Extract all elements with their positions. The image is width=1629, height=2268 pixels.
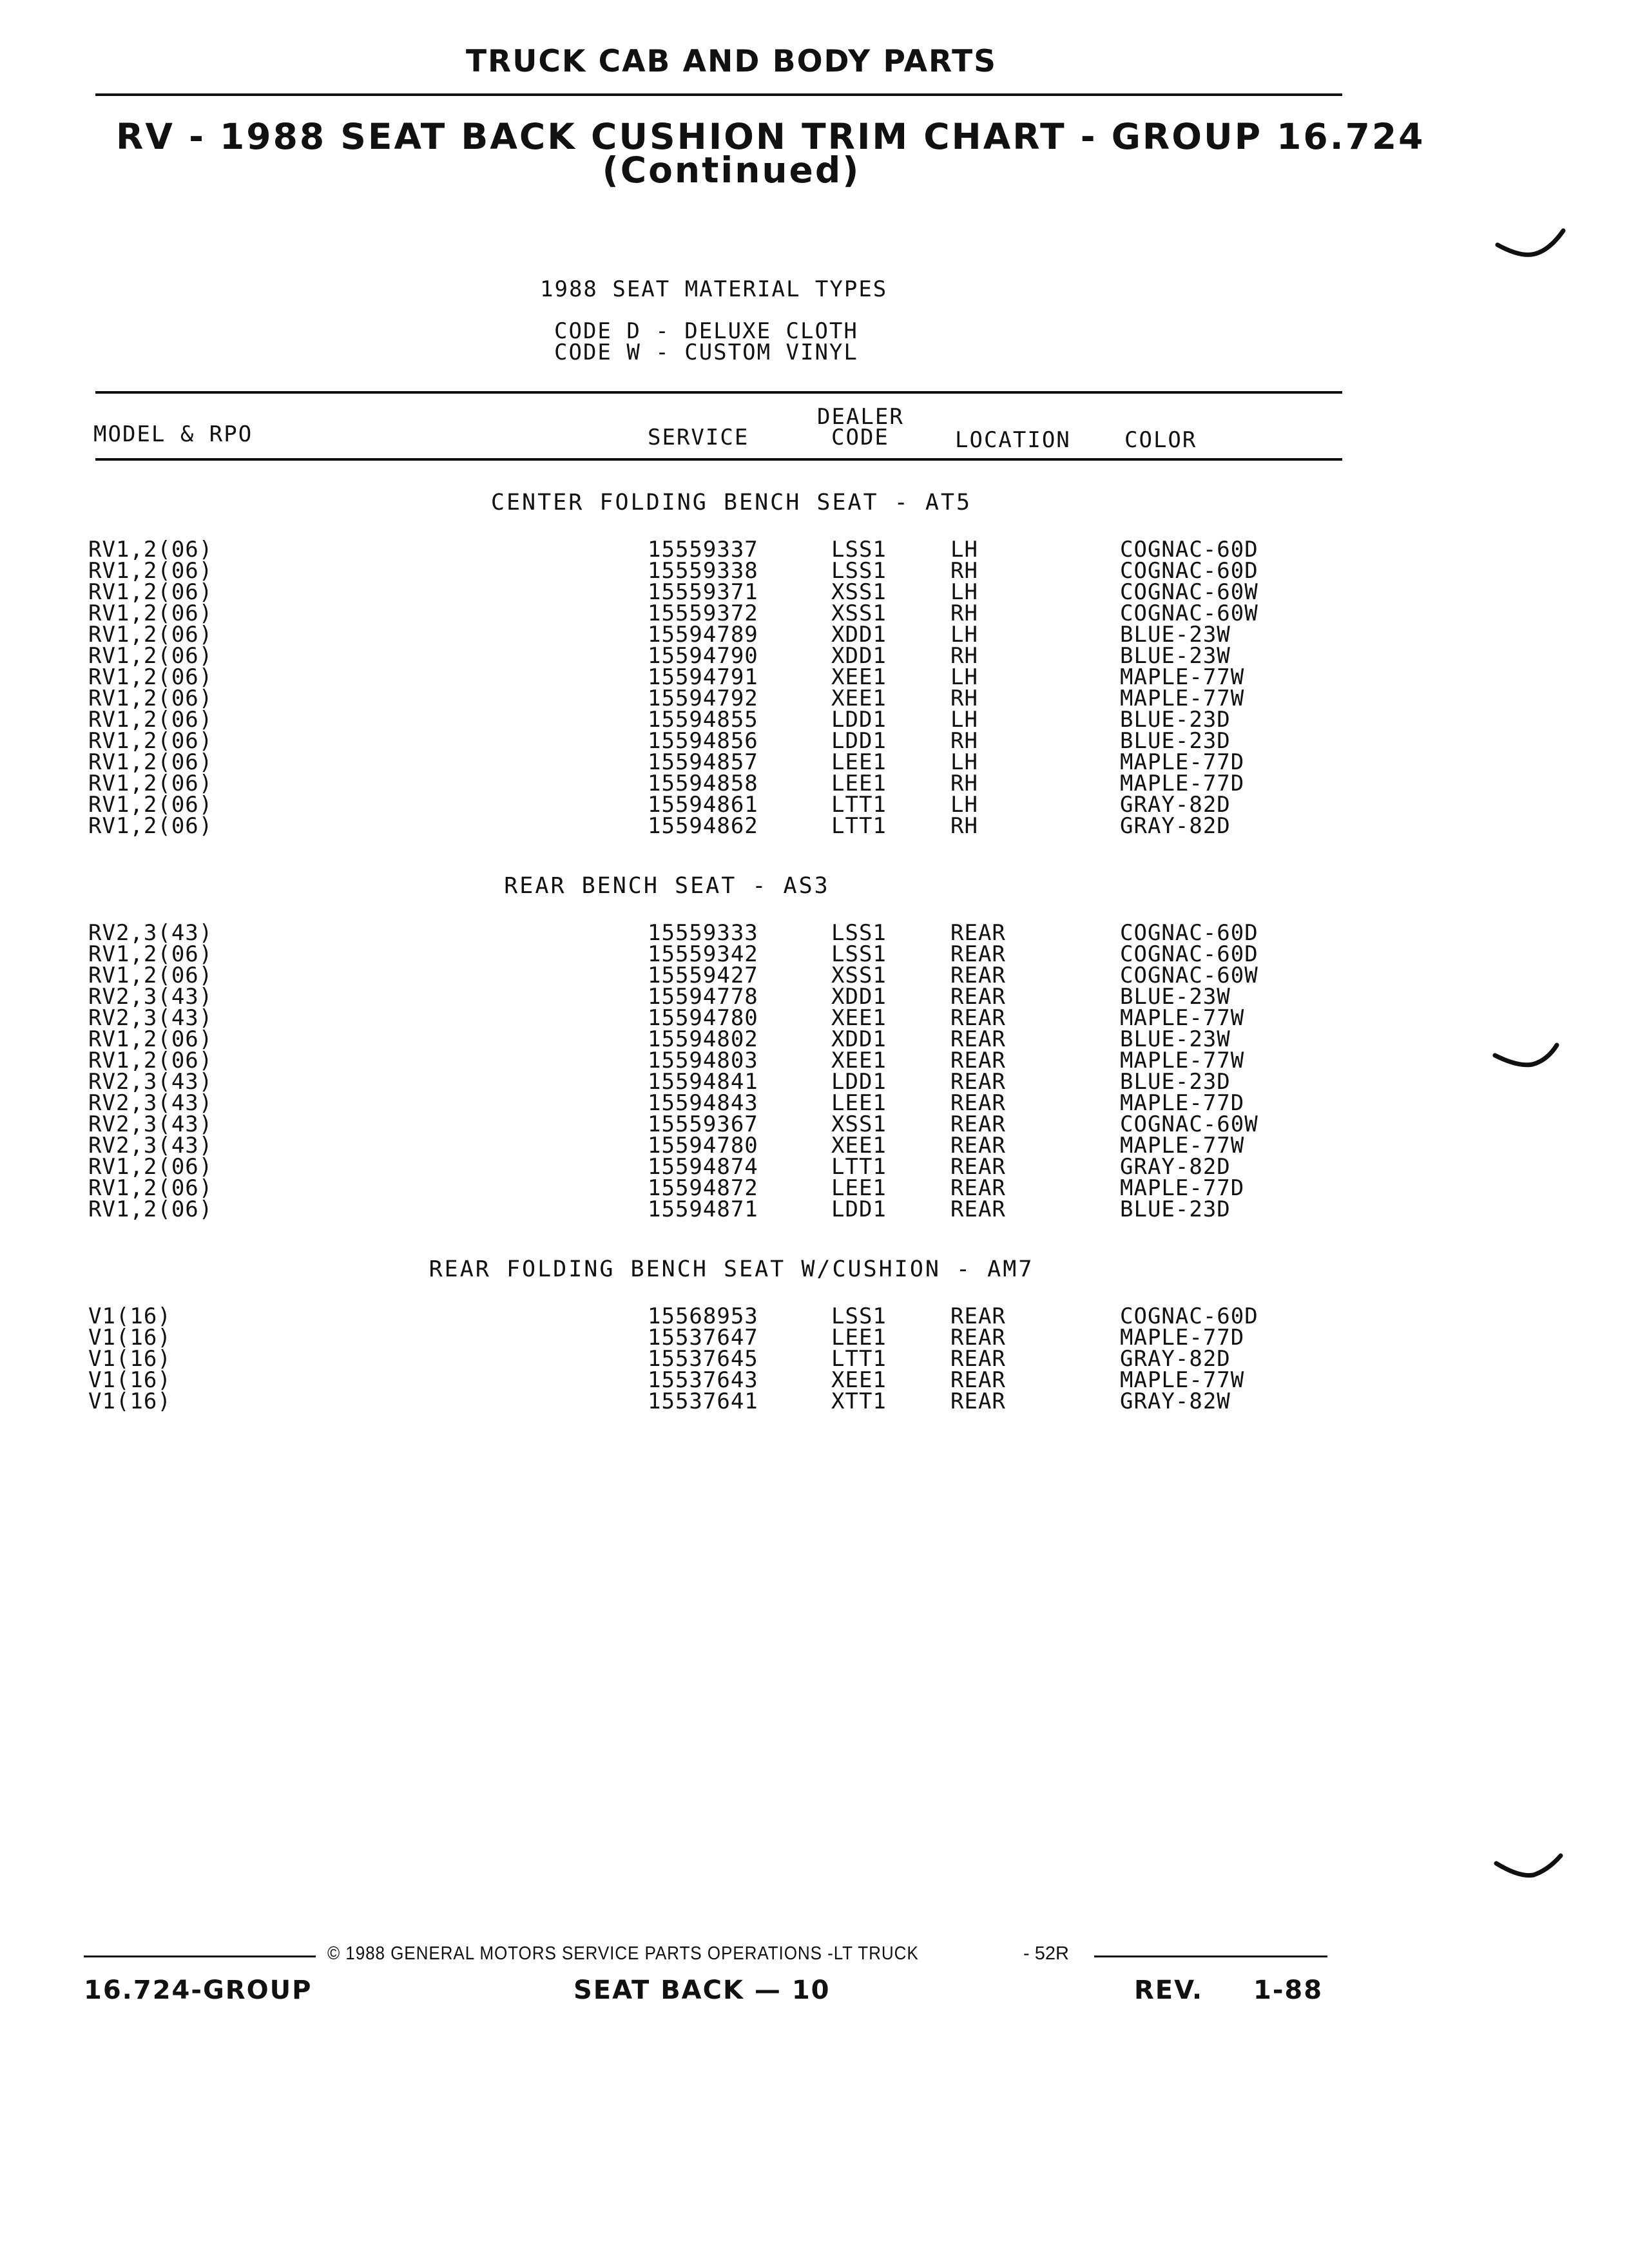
cell-location: REAR — [950, 1048, 1006, 1073]
cell-location: REAR — [950, 1026, 1006, 1052]
cell-color: BLUE-23D — [1120, 707, 1231, 733]
footer-rule-left — [84, 1956, 316, 1957]
footer-page-ref: - 52R — [1023, 1943, 1069, 1964]
cell-location: RH — [950, 643, 978, 669]
footer-group: 16.724-GROUP — [84, 1975, 313, 2005]
cell-dealer-code: LSS1 — [831, 941, 887, 967]
cell-service: 15559371 — [648, 579, 758, 605]
cell-color: MAPLE-77D — [1120, 1175, 1245, 1201]
cell-location: RH — [950, 686, 978, 711]
cell-color: GRAY-82D — [1120, 813, 1231, 839]
cell-dealer-code: LSS1 — [831, 558, 887, 584]
cell-dealer-code: LSS1 — [831, 1303, 887, 1329]
cell-color: BLUE-23W — [1120, 1026, 1231, 1052]
cell-model-rpo: RV2,3(43) — [88, 1005, 213, 1031]
cell-service: 15594855 — [648, 707, 758, 733]
cell-dealer-code: LEE1 — [831, 1175, 887, 1201]
column-header-top-rule — [95, 391, 1342, 394]
cell-dealer-code: XDD1 — [831, 984, 887, 1010]
table-row — [0, 1391, 1463, 1412]
column-header-code: CODE — [831, 425, 889, 450]
cell-location: REAR — [950, 941, 1006, 967]
cell-dealer-code: XEE1 — [831, 664, 887, 690]
cell-model-rpo: RV1,2(06) — [88, 664, 213, 690]
cell-color: COGNAC-60D — [1120, 1303, 1258, 1329]
cell-location: LH — [950, 537, 978, 562]
cell-model-rpo: RV1,2(06) — [88, 1048, 213, 1073]
cell-location: REAR — [950, 920, 1006, 946]
cell-service: 15559338 — [648, 558, 758, 584]
cell-location: REAR — [950, 1303, 1006, 1329]
cell-dealer-code: XSS1 — [831, 601, 887, 626]
cell-location: LH — [950, 664, 978, 690]
cell-service: 15594872 — [648, 1175, 758, 1201]
cell-color: MAPLE-77W — [1120, 664, 1245, 690]
cell-dealer-code: LDD1 — [831, 1069, 887, 1095]
cell-location: REAR — [950, 1196, 1006, 1222]
cell-dealer-code: LSS1 — [831, 920, 887, 946]
cell-color: BLUE-23W — [1120, 984, 1231, 1010]
column-header-service: SERVICE — [648, 425, 749, 450]
cell-dealer-code: XEE1 — [831, 1005, 887, 1031]
column-header-model: MODEL & RPO — [93, 421, 253, 447]
cell-service: 15594861 — [648, 792, 758, 818]
cell-model-rpo: RV1,2(06) — [88, 537, 213, 562]
cell-dealer-code: XEE1 — [831, 1133, 887, 1158]
cell-service: 15559367 — [648, 1111, 758, 1137]
cell-dealer-code: XSS1 — [831, 1111, 887, 1137]
cell-service: 15594841 — [648, 1069, 758, 1095]
cell-service: 15594790 — [648, 643, 758, 669]
cell-location: REAR — [950, 1346, 1006, 1372]
cell-color: GRAY-82D — [1120, 792, 1231, 818]
cell-model-rpo: V1(16) — [88, 1325, 171, 1350]
cell-location: REAR — [950, 1133, 1006, 1158]
cell-color: GRAY-82D — [1120, 1154, 1231, 1180]
material-code-w: CODE W - CUSTOM VINYL — [554, 340, 858, 365]
cell-dealer-code: XDD1 — [831, 643, 887, 669]
page-subtitle: (Continued) — [602, 149, 861, 191]
cell-model-rpo: V1(16) — [88, 1389, 171, 1414]
column-header-bottom-rule — [95, 458, 1342, 461]
cell-service: 15537647 — [648, 1325, 758, 1350]
cell-service: 15568953 — [648, 1303, 758, 1329]
cell-service: 15594871 — [648, 1196, 758, 1222]
cell-dealer-code: XEE1 — [831, 1367, 887, 1393]
cell-color: BLUE-23W — [1120, 622, 1231, 648]
cell-model-rpo: V1(16) — [88, 1367, 171, 1393]
cell-color: MAPLE-77D — [1120, 1325, 1245, 1350]
cell-color: BLUE-23D — [1120, 728, 1231, 754]
material-types-heading: 1988 SEAT MATERIAL TYPES — [540, 276, 888, 302]
cell-service: 15594789 — [648, 622, 758, 648]
cell-model-rpo: RV1,2(06) — [88, 1175, 213, 1201]
cell-service: 15537643 — [648, 1367, 758, 1393]
cell-dealer-code: XTT1 — [831, 1389, 887, 1414]
column-header-location: LOCATION — [955, 427, 1071, 453]
cell-model-rpo: V1(16) — [88, 1346, 171, 1372]
cell-dealer-code: LTT1 — [831, 792, 887, 818]
cell-location: REAR — [950, 1325, 1006, 1350]
cell-color: GRAY-82D — [1120, 1346, 1231, 1372]
cell-model-rpo: RV1,2(06) — [88, 813, 213, 839]
cell-location: REAR — [950, 1389, 1006, 1414]
cell-dealer-code: XSS1 — [831, 963, 887, 988]
page-title: RV - 1988 SEAT BACK CUSHION TRIM CHART - GROUP 16.724 — [116, 116, 1425, 157]
cell-dealer-code: LEE1 — [831, 1090, 887, 1116]
cell-service: 15594802 — [648, 1026, 758, 1052]
footer-rev-label: REV. — [1134, 1975, 1204, 2005]
cell-dealer-code: LTT1 — [831, 1154, 887, 1180]
cell-service: 15559333 — [648, 920, 758, 946]
cell-model-rpo: RV1,2(06) — [88, 963, 213, 988]
cell-color: MAPLE-77W — [1120, 1367, 1245, 1393]
cell-model-rpo: RV1,2(06) — [88, 643, 213, 669]
cell-service: 15537641 — [648, 1389, 758, 1414]
cell-color: COGNAC-60W — [1120, 579, 1258, 605]
cell-color: GRAY-82W — [1120, 1389, 1231, 1414]
cell-color: COGNAC-60D — [1120, 558, 1258, 584]
cell-service: 15594778 — [648, 984, 758, 1010]
cell-location: REAR — [950, 1175, 1006, 1201]
cell-model-rpo: RV1,2(06) — [88, 686, 213, 711]
cell-dealer-code: LTT1 — [831, 1346, 887, 1372]
cell-dealer-code: LEE1 — [831, 1325, 887, 1350]
cell-dealer-code: XEE1 — [831, 1048, 887, 1073]
section-title-rear-bench: REAR BENCH SEAT - AS3 — [504, 873, 830, 899]
cell-location: RH — [950, 558, 978, 584]
margin-checkmark-icon — [1494, 1849, 1565, 1888]
cell-location: REAR — [950, 1005, 1006, 1031]
cell-color: MAPLE-77D — [1120, 1090, 1245, 1116]
cell-model-rpo: RV1,2(06) — [88, 558, 213, 584]
table-row — [0, 813, 1463, 839]
cell-model-rpo: RV2,3(43) — [88, 1111, 213, 1137]
cell-location: REAR — [950, 984, 1006, 1010]
cell-service: 15594874 — [648, 1154, 758, 1180]
cell-service: 15559337 — [648, 537, 758, 562]
cell-color: BLUE-23D — [1120, 1069, 1231, 1095]
cell-model-rpo: RV1,2(06) — [88, 707, 213, 733]
cell-model-rpo: RV1,2(06) — [88, 728, 213, 754]
cell-model-rpo: RV1,2(06) — [88, 749, 213, 775]
cell-location: REAR — [950, 1367, 1006, 1393]
cell-model-rpo: RV1,2(06) — [88, 1026, 213, 1052]
cell-model-rpo: RV1,2(06) — [88, 941, 213, 967]
cell-location: RH — [950, 771, 978, 796]
cell-color: BLUE-23W — [1120, 643, 1231, 669]
cell-dealer-code: LTT1 — [831, 813, 887, 839]
header-rule — [95, 93, 1342, 96]
cell-model-rpo: RV1,2(06) — [88, 771, 213, 796]
footer-section: SEAT BACK — 10 — [574, 1975, 831, 2005]
cell-model-rpo: V1(16) — [88, 1303, 171, 1329]
margin-checkmark-icon — [1495, 226, 1566, 264]
cell-location: LH — [950, 792, 978, 818]
cell-service: 15537645 — [648, 1346, 758, 1372]
cell-model-rpo: RV1,2(06) — [88, 792, 213, 818]
cell-color: MAPLE-77D — [1120, 771, 1245, 796]
cell-color: MAPLE-77W — [1120, 1005, 1245, 1031]
cell-location: LH — [950, 622, 978, 648]
cell-service: 15594843 — [648, 1090, 758, 1116]
cell-dealer-code: XEE1 — [831, 686, 887, 711]
section-title-rear-folding: REAR FOLDING BENCH SEAT W/CUSHION - AM7 — [429, 1256, 1034, 1282]
cell-color: MAPLE-77W — [1120, 1133, 1245, 1158]
cell-service: 15594858 — [648, 771, 758, 796]
material-code-d: CODE D - DELUXE CLOTH — [554, 318, 858, 344]
cell-service: 15594792 — [648, 686, 758, 711]
cell-service: 15559427 — [648, 963, 758, 988]
cell-model-rpo: RV1,2(06) — [88, 1196, 213, 1222]
cell-service: 15594780 — [648, 1133, 758, 1158]
column-header-color: COLOR — [1124, 427, 1197, 453]
cell-color: COGNAC-60D — [1120, 537, 1258, 562]
cell-model-rpo: RV2,3(43) — [88, 1090, 213, 1116]
cell-dealer-code: XDD1 — [831, 622, 887, 648]
margin-checkmark-icon — [1492, 1039, 1563, 1077]
footer-rev-date: 1-88 — [1253, 1975, 1324, 2005]
cell-color: BLUE-23D — [1120, 1196, 1231, 1222]
cell-service: 15594780 — [648, 1005, 758, 1031]
cell-dealer-code: LDD1 — [831, 728, 887, 754]
cell-dealer-code: XSS1 — [831, 579, 887, 605]
cell-location: REAR — [950, 963, 1006, 988]
column-header-dealer: DEALER — [817, 404, 904, 430]
section-title-center-folding: CENTER FOLDING BENCH SEAT - AT5 — [490, 490, 972, 515]
cell-model-rpo: RV2,3(43) — [88, 1133, 213, 1158]
cell-location: LH — [950, 749, 978, 775]
cell-model-rpo: RV2,3(43) — [88, 984, 213, 1010]
cell-service: 15594803 — [648, 1048, 758, 1073]
cell-service: 15594791 — [648, 664, 758, 690]
cell-dealer-code: XDD1 — [831, 1026, 887, 1052]
cell-color: COGNAC-60D — [1120, 941, 1258, 967]
cell-color: COGNAC-60W — [1120, 1111, 1258, 1137]
footer-rule-right — [1094, 1956, 1327, 1957]
cell-dealer-code: LSS1 — [831, 537, 887, 562]
cell-color: COGNAC-60D — [1120, 920, 1258, 946]
cell-location: RH — [950, 601, 978, 626]
cell-location: RH — [950, 813, 978, 839]
cell-location: REAR — [950, 1090, 1006, 1116]
cell-service: 15594857 — [648, 749, 758, 775]
cell-dealer-code: LEE1 — [831, 749, 887, 775]
footer-copyright: © 1988 GENERAL MOTORS SERVICE PARTS OPERATIONS -LT TRUCK — [327, 1943, 919, 1964]
cell-service: 15559372 — [648, 601, 758, 626]
cell-location: REAR — [950, 1069, 1006, 1095]
cell-color: COGNAC-60W — [1120, 963, 1258, 988]
cell-service: 15559342 — [648, 941, 758, 967]
cell-location: LH — [950, 707, 978, 733]
cell-location: REAR — [950, 1111, 1006, 1137]
cell-model-rpo: RV1,2(06) — [88, 601, 213, 626]
page-header: TRUCK CAB AND BODY PARTS — [465, 44, 998, 79]
cell-dealer-code: LDD1 — [831, 707, 887, 733]
table-row — [0, 1196, 1463, 1222]
cell-location: LH — [950, 579, 978, 605]
cell-dealer-code: LEE1 — [831, 771, 887, 796]
cell-service: 15594856 — [648, 728, 758, 754]
cell-color: MAPLE-77D — [1120, 749, 1245, 775]
cell-model-rpo: RV2,3(43) — [88, 920, 213, 946]
cell-model-rpo: RV1,2(06) — [88, 1154, 213, 1180]
cell-location: REAR — [950, 1154, 1006, 1180]
cell-location: RH — [950, 728, 978, 754]
cell-model-rpo: RV1,2(06) — [88, 622, 213, 648]
cell-model-rpo: RV1,2(06) — [88, 579, 213, 605]
cell-service: 15594862 — [648, 813, 758, 839]
cell-color: COGNAC-60W — [1120, 601, 1258, 626]
cell-color: MAPLE-77W — [1120, 686, 1245, 711]
cell-model-rpo: RV2,3(43) — [88, 1069, 213, 1095]
cell-color: MAPLE-77W — [1120, 1048, 1245, 1073]
cell-dealer-code: LDD1 — [831, 1196, 887, 1222]
